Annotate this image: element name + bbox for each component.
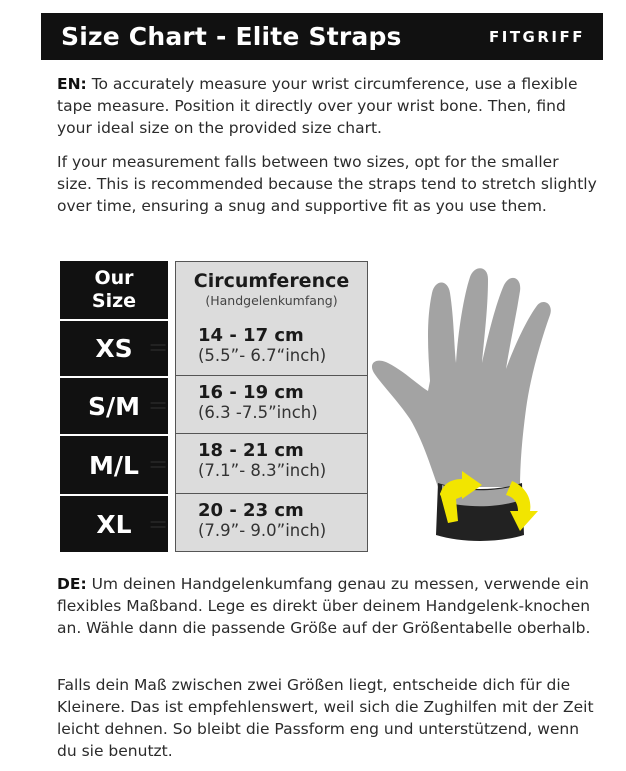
en-label: EN: [57,75,87,93]
inch-range: (7.1”- 8.3”inch) [198,461,327,480]
en-text-1: To accurately measure your wrist circumference, use a flexible tape measure. Position it directly over your wrist bone. Then, find your ideal size on the provided size chart. [57,75,578,137]
size-cell-ml: M/L [60,434,168,494]
cm-range: 18 - 21 cm [198,440,304,461]
measure-cell-sm [175,376,368,434]
inch-range: (6.3 -7.5”inch) [198,403,318,422]
equals-sign: = [147,333,169,361]
equals-sign: = [147,510,169,538]
de-paragraph-2: Falls dein Maß zwischen zwei Größen liegt, entscheide dich für die Kleinere. Das ist empfehlenswert, weil sich die Zughilfen mit der Zeit leicht dehnen. So bleibt die Passform eng und unterstützend, wenn du sie benutzt. [57,676,594,760]
inch-range: (7.9”- 9.0”inch) [198,521,327,540]
measure-cell-ml [175,434,368,494]
glove-illustration [370,259,602,545]
equals-sign: = [147,391,169,419]
page-title: Size Chart - Elite Straps [61,22,402,51]
size-cell-xl: XL [60,494,168,552]
equals-sign: = [147,450,169,478]
size-cell-xs: XS [60,319,168,376]
de-paragraph-1 [57,573,597,639]
header-bar [41,13,603,60]
cm-range: 16 - 19 cm [198,382,304,403]
circumference-title: Circumference [193,270,350,292]
circumference-subtitle: (Handgelenkumfang) [205,293,338,308]
en-paragraph-1 [57,73,597,139]
de-text-1: Um deinen Handgelenkumfang genau zu messen, verwende ein flexibles Maßband. Lege es direkt über deinem Handgelenk-knochen an. Wähle dann die passende Größe auf der Größentabelle oberhalb. [57,575,591,637]
measure-cell-xl [175,494,368,552]
circumference-header [175,261,368,320]
inch-range: (5.5”- 6.7“inch) [198,346,327,365]
measure-cell-xs [175,319,368,376]
en-paragraph-2: If your measurement falls between two sizes, opt for the smaller size. This is recommended because the straps tend to stretch slightly over time, ensuring a snug and supportive fit as you use them. [57,153,597,215]
cm-range: 20 - 23 cm [198,500,304,521]
size-cell-sm: S/M [60,376,168,434]
cm-range: 14 - 17 cm [198,325,304,346]
de-label: DE: [57,575,87,593]
brand-logo: FITGRIFF [489,27,585,46]
our-size-line2: Size [91,290,137,312]
our-size-line1: Our [94,267,134,289]
our-size-header [60,261,168,319]
